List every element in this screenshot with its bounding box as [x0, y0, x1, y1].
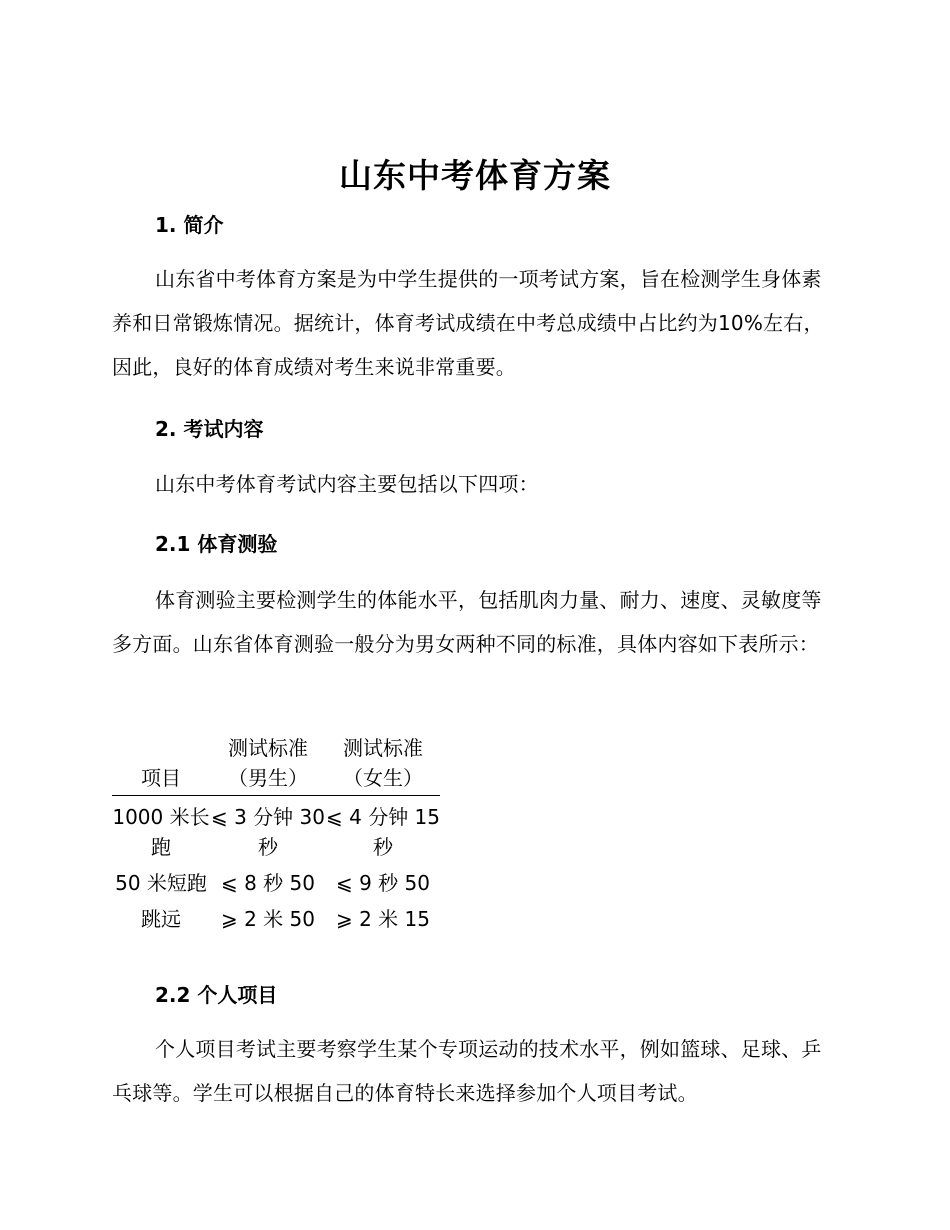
table-cell: ⩽ 9 秒 50	[335, 871, 430, 895]
table-cell: ⩽ 4 分钟 15 秒	[326, 805, 441, 859]
table-header-cell: 项目	[141, 766, 181, 790]
section-heading-intro: 1. 简介	[155, 213, 224, 237]
section-heading-content: 2. 考试内容	[155, 417, 264, 441]
paragraph-intro: 山东省中考体育方案是为中学生提供的一项考试方案，旨在检测学生身体素养和日常锻炼情况。据统计，体育考试成绩在中考总成绩中占比约为10%左右，因此，良好的体育成绩对考生来说非常重要。	[112, 267, 824, 379]
fitness-standards-table	[112, 733, 440, 940]
table-cell: ⩽ 8 秒 50	[220, 871, 315, 895]
table-row	[112, 796, 440, 869]
paragraph-individual: 个人项目考试主要考察学生某个专项运动的技术水平，例如篮球、足球、乒乓球等。学生可以根据自己的体育特长来选择参加个人项目考试。	[112, 1037, 822, 1105]
document-title: 山东中考体育方案	[339, 156, 611, 195]
table-cell: 50 米短跑	[115, 871, 207, 895]
section-heading-fitness: 2.1 体育测验	[155, 532, 278, 556]
table-cell: 1000 米长跑	[112, 805, 210, 859]
table-row	[112, 904, 440, 940]
section-heading-individual: 2.2 个人项目	[155, 983, 278, 1007]
table-cell: ⩽ 3 分钟 30 秒	[210, 805, 325, 859]
table-header-row	[112, 733, 440, 796]
table-cell: ⩾ 2 米 15	[335, 907, 430, 931]
table-row	[112, 868, 440, 904]
paragraph-fitness: 体育测验主要检测学生的体能水平，包括肌肉力量、耐力、速度、灵敏度等多方面。山东省体育测验一般分为男女两种不同的标准，具体内容如下表所示：	[112, 588, 822, 656]
table-header-cell: 测试标准（女生）	[343, 736, 423, 790]
table-cell: ⩾ 2 米 50	[220, 907, 315, 931]
paragraph-content: 山东中考体育考试内容主要包括以下四项：	[155, 472, 539, 496]
table-header-cell: 测试标准（男生）	[228, 736, 308, 790]
table-cell: 跳远	[141, 907, 181, 931]
